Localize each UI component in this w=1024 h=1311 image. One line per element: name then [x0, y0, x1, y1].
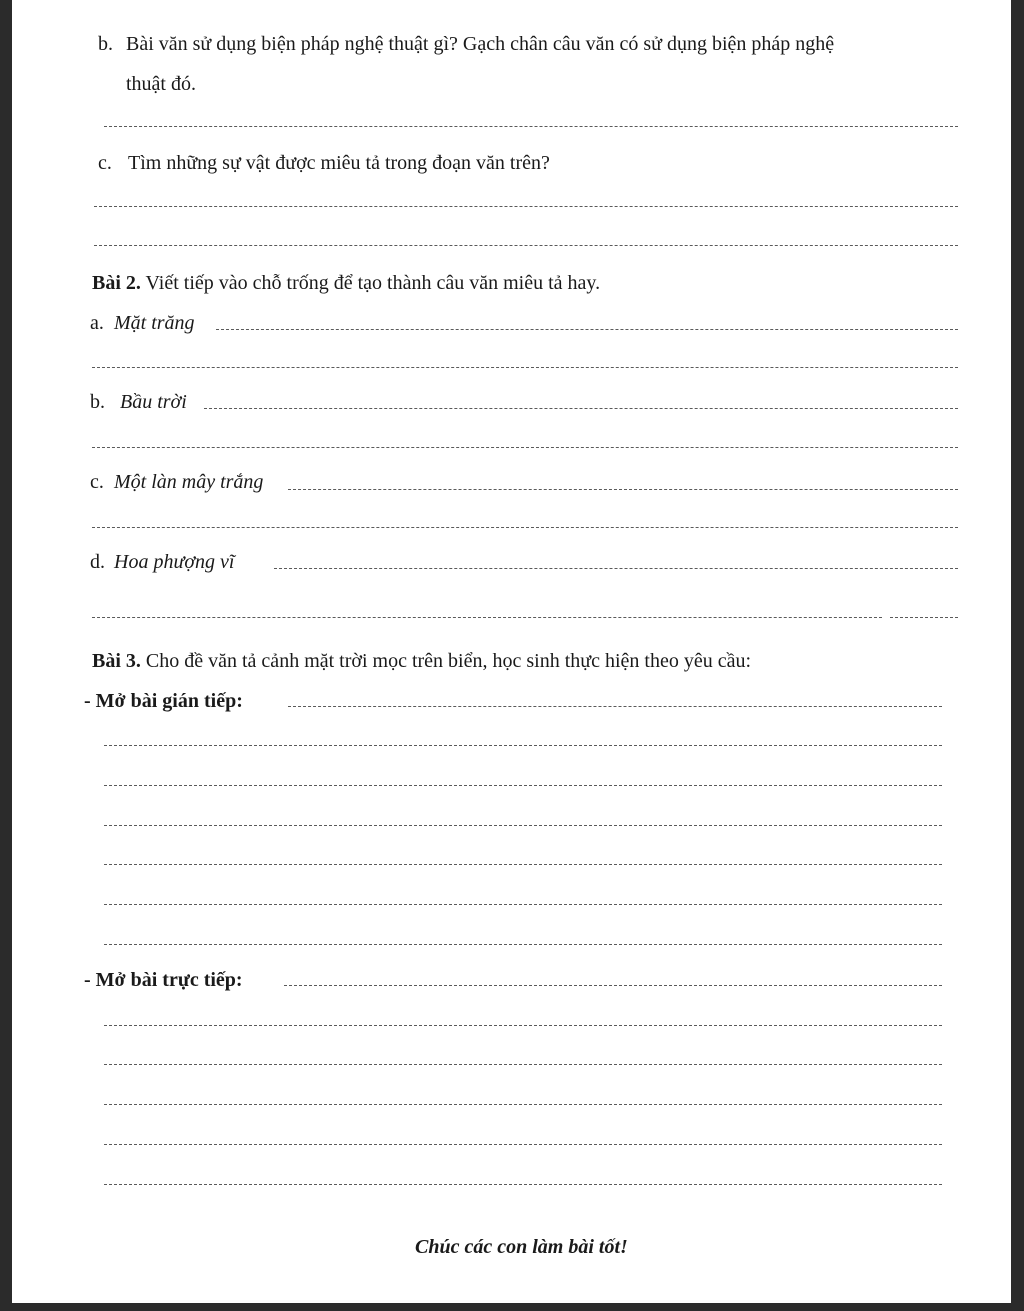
bai2-item-d-marker: d. [90, 551, 105, 573]
bai3-part1-label: - Mở bài gián tiếp: [84, 690, 243, 712]
answer-line [92, 527, 958, 528]
bai1-b-question-line2: thuật đó. [126, 73, 196, 95]
answer-line [94, 206, 958, 207]
answer-line [104, 825, 942, 826]
bai2-item-b-prompt: Bầu trời [120, 391, 187, 413]
answer-line [284, 985, 942, 986]
bai2-instruction: Viết tiếp vào chỗ trống để tạo thành câu văn miêu tả hay. [145, 272, 601, 294]
bai2-item-a-marker: a. [90, 312, 104, 334]
bai2-item-d-prompt: Hoa phượng vĩ [114, 551, 235, 573]
bai2-item-a-prompt: Mặt trăng [114, 312, 195, 334]
answer-line [92, 617, 882, 618]
answer-line [92, 367, 958, 368]
answer-line [104, 1064, 942, 1065]
bai2-item-b-marker: b. [90, 391, 105, 413]
bai2-item-c-prompt: Một làn mây trắng [114, 471, 264, 493]
answer-line [216, 329, 958, 330]
answer-line [104, 1184, 942, 1185]
bai3-heading [92, 649, 751, 673]
answer-line [104, 944, 942, 945]
answer-line [104, 785, 942, 786]
answer-line [274, 568, 958, 569]
answer-line [104, 1104, 942, 1105]
answer-line [204, 408, 958, 409]
answer-line [288, 489, 958, 490]
closing-message: Chúc các con làm bài tốt! [415, 1236, 628, 1258]
answer-line [104, 126, 958, 127]
bai3-instruction: Cho đề văn tả cảnh mặt trời mọc trên biển, học sinh thực hiện theo yêu cầu: [145, 650, 752, 672]
answer-line [104, 864, 942, 865]
bai1-c-question: Tìm những sự vật được miêu tả trong đoạn văn trên? [128, 152, 550, 174]
answer-line [104, 745, 942, 746]
bai3-part2-label: - Mở bài trực tiếp: [84, 969, 243, 991]
bai2-label: Bài 2. [92, 272, 141, 294]
answer-line [104, 1025, 942, 1026]
answer-line [104, 904, 942, 905]
answer-line [94, 245, 958, 246]
answer-line [288, 706, 942, 707]
bai1-b-marker: b. [98, 33, 113, 55]
bai2-item-c-marker: c. [90, 471, 104, 493]
worksheet-page [12, 0, 1011, 1303]
bai2-heading [92, 271, 600, 295]
answer-line [890, 617, 958, 618]
answer-line [104, 1144, 942, 1145]
bai3-label: Bài 3. [92, 650, 141, 672]
bai1-c-marker: c. [98, 152, 112, 174]
answer-line [92, 447, 958, 448]
bai1-b-question-line1: Bài văn sử dụng biện pháp nghệ thuật gì? Gạch chân câu văn có sử dụng biện pháp nghệ [126, 33, 835, 55]
